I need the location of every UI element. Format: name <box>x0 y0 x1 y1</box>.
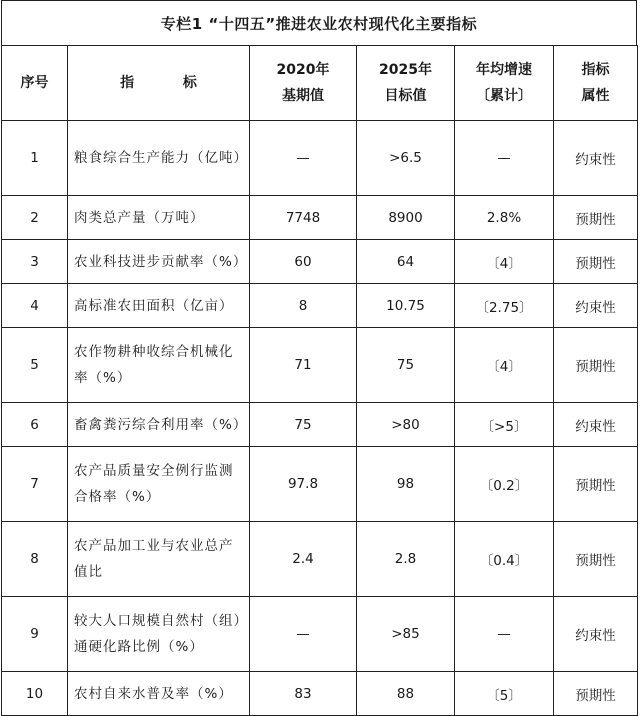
cell-base: 75 <box>250 403 357 447</box>
cell-growth: — <box>455 121 554 196</box>
indicator-table <box>1 45 638 716</box>
table-row <box>2 597 638 672</box>
table-row <box>2 672 638 716</box>
cell-growth: 〔2.75〕 <box>455 284 554 328</box>
header-base-line2: 基期值 <box>282 88 324 104</box>
table-row <box>2 447 638 522</box>
cell-base: 7748 <box>250 196 357 240</box>
cell-attr: 约束性 <box>554 403 638 447</box>
cell-attr: 预期性 <box>554 196 638 240</box>
cell-attr: 约束性 <box>554 121 638 196</box>
cell-indicator: 农村自来水普及率（%） <box>68 672 250 716</box>
cell-indicator: 畜禽粪污综合利用率（%） <box>68 403 250 447</box>
header-base <box>250 46 357 121</box>
cell-attr: 预期性 <box>554 328 638 403</box>
header-growth-line1: 年均增速 <box>476 62 532 78</box>
cell-indicator: 农产品质量安全例行监测合格率（%） <box>68 447 250 522</box>
table-row <box>2 328 638 403</box>
cell-seq: 6 <box>2 403 68 447</box>
cell-growth: 2.8% <box>455 196 554 240</box>
cell-base: 8 <box>250 284 357 328</box>
cell-base: — <box>250 597 357 672</box>
cell-seq: 7 <box>2 447 68 522</box>
cell-growth: 〔0.4〕 <box>455 522 554 597</box>
table-row <box>2 522 638 597</box>
cell-attr: 约束性 <box>554 597 638 672</box>
cell-seq: 8 <box>2 522 68 597</box>
cell-growth: 〔0.2〕 <box>455 447 554 522</box>
header-target-line1: 2025年 <box>379 62 432 78</box>
cell-base: 2.4 <box>250 522 357 597</box>
header-seq-label: 序号 <box>20 75 49 91</box>
cell-attr: 约束性 <box>554 284 638 328</box>
cell-seq: 3 <box>2 240 68 284</box>
header-attr-line1: 指标 <box>581 62 610 78</box>
cell-base: 97.8 <box>250 447 357 522</box>
header-target-line2: 目标值 <box>384 88 427 104</box>
cell-target: 10.75 <box>357 284 455 328</box>
cell-indicator: 农业科技进步贡献率（%） <box>68 240 250 284</box>
cell-target: 75 <box>357 328 455 403</box>
table-row <box>2 284 638 328</box>
cell-target: >6.5 <box>357 121 455 196</box>
cell-indicator: 农作物耕种收综合机械化率（%） <box>68 328 250 403</box>
cell-target: 8900 <box>357 196 455 240</box>
header-seq <box>2 46 68 121</box>
cell-base: — <box>250 121 357 196</box>
table-title: 专栏1 “十四五”推进农业农村现代化主要指标 <box>1 0 637 45</box>
header-row <box>2 46 638 121</box>
cell-growth: 〔4〕 <box>455 240 554 284</box>
cell-attr: 预期性 <box>554 447 638 522</box>
indicator-table-box <box>1 0 637 716</box>
table-row <box>2 403 638 447</box>
cell-attr: 预期性 <box>554 522 638 597</box>
header-target <box>357 46 455 121</box>
cell-target: >80 <box>357 403 455 447</box>
cell-target: 88 <box>357 672 455 716</box>
table-row <box>2 240 638 284</box>
cell-attr: 预期性 <box>554 240 638 284</box>
cell-target: 98 <box>357 447 455 522</box>
cell-base: 83 <box>250 672 357 716</box>
cell-target: >85 <box>357 597 455 672</box>
cell-attr: 预期性 <box>554 672 638 716</box>
cell-indicator: 肉类总产量（万吨） <box>68 196 250 240</box>
header-growth-line2: 〔累计〕 <box>476 88 532 104</box>
cell-seq: 2 <box>2 196 68 240</box>
cell-indicator: 较大人口规模自然村（组）通硬化路比例（%） <box>68 597 250 672</box>
cell-target: 2.8 <box>357 522 455 597</box>
header-indicator-label: 指 标 <box>120 75 219 91</box>
cell-base: 60 <box>250 240 357 284</box>
header-base-line1: 2020年 <box>276 62 330 78</box>
cell-target: 64 <box>357 240 455 284</box>
cell-base: 71 <box>250 328 357 403</box>
cell-seq: 1 <box>2 121 68 196</box>
table-row <box>2 121 638 196</box>
header-attr <box>554 46 638 121</box>
cell-seq: 9 <box>2 597 68 672</box>
cell-indicator: 农产品加工业与农业总产值比 <box>68 522 250 597</box>
table-row <box>2 196 638 240</box>
header-indicator <box>68 46 250 121</box>
cell-seq: 10 <box>2 672 68 716</box>
cell-seq: 5 <box>2 328 68 403</box>
cell-growth: 〔5〕 <box>455 672 554 716</box>
cell-growth: 〔4〕 <box>455 328 554 403</box>
cell-indicator: 粮食综合生产能力（亿吨） <box>68 121 250 196</box>
cell-indicator: 高标准农田面积（亿亩） <box>68 284 250 328</box>
cell-growth: — <box>455 597 554 672</box>
cell-growth: 〔>5〕 <box>455 403 554 447</box>
header-growth <box>455 46 554 121</box>
header-attr-line2: 属性 <box>581 88 610 104</box>
cell-seq: 4 <box>2 284 68 328</box>
